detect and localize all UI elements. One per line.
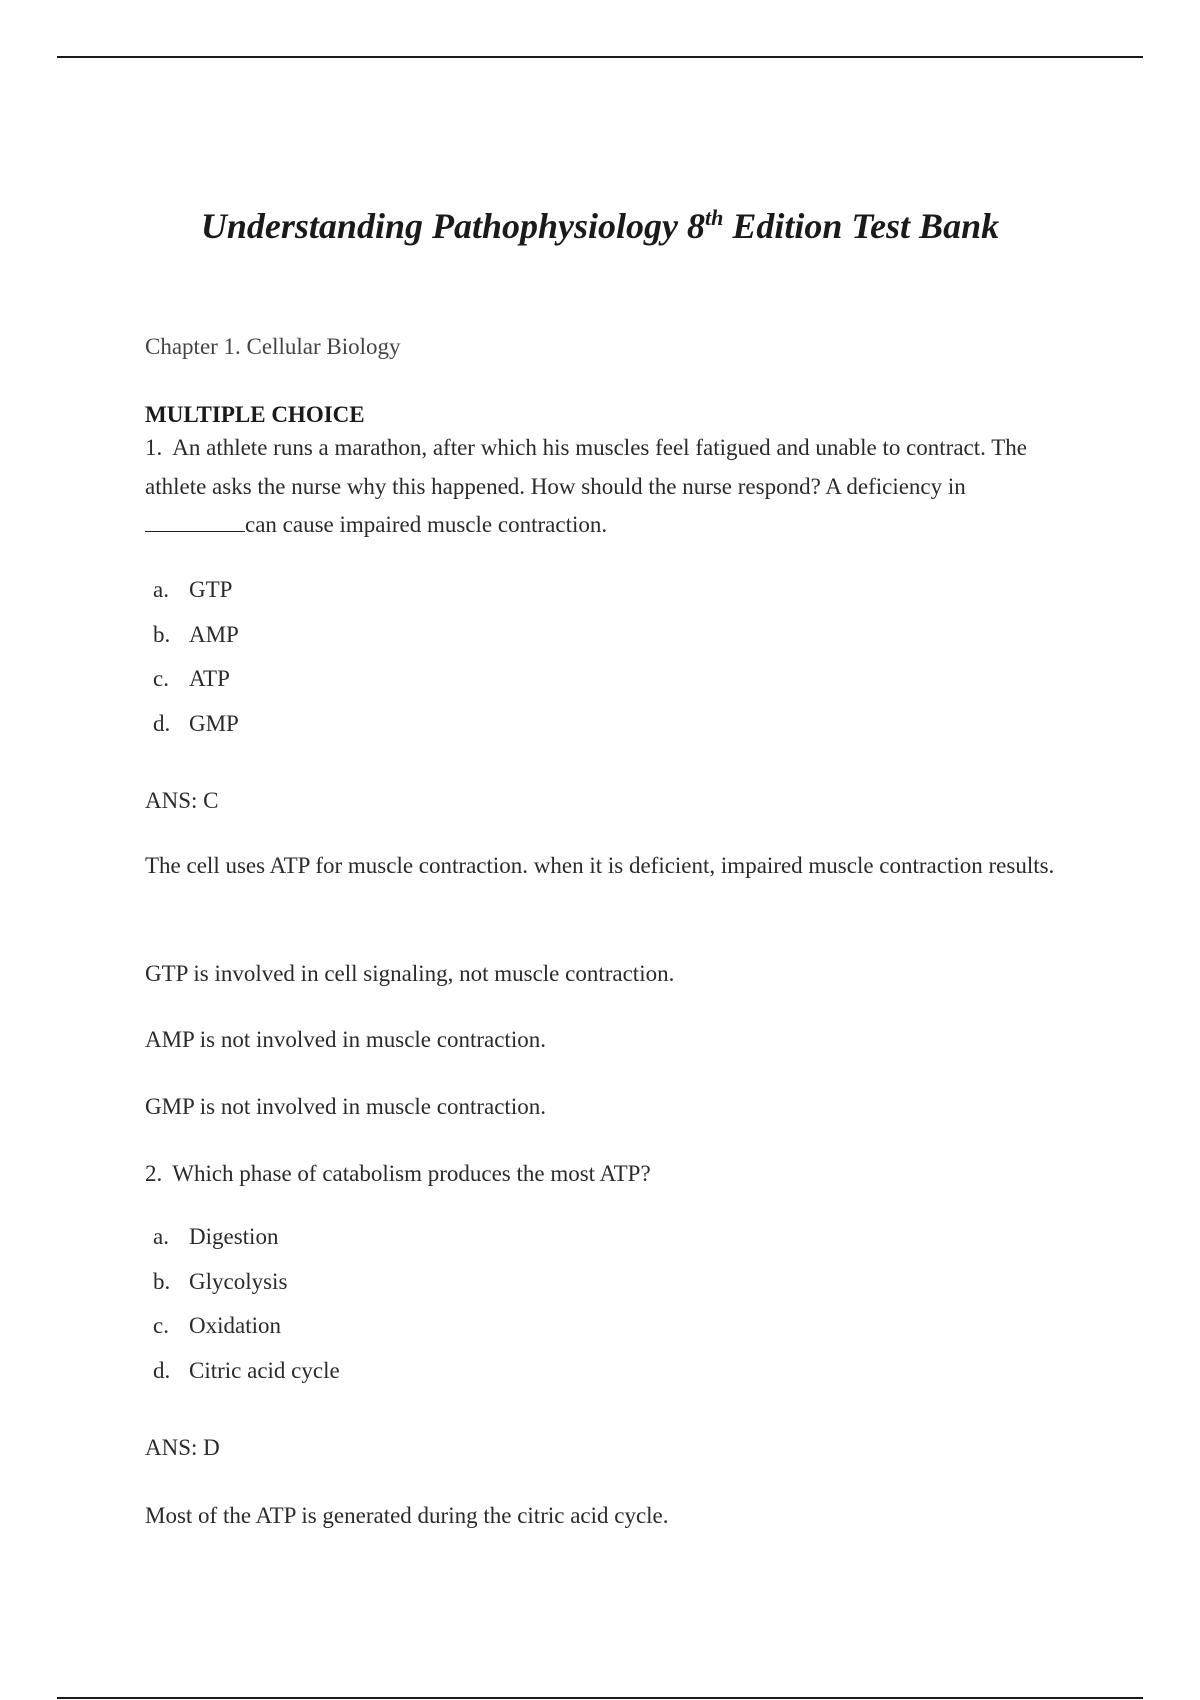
option-letter: d. — [153, 1358, 171, 1384]
rationale-paragraph: The cell uses ATP for muscle contraction. when it is deficient, impaired muscle contraction results. — [145, 853, 1055, 878]
option-text: GTP — [189, 577, 233, 602]
document-title — [0, 205, 1200, 247]
option-text: ATP — [189, 666, 230, 692]
option-item — [153, 702, 239, 747]
rationale-paragraph: Most of the ATP is generated during the citric acid cycle. — [145, 1503, 669, 1528]
title-rest: Edition Test Bank — [723, 206, 1000, 246]
option-item — [153, 1215, 340, 1260]
title-main: Understanding Pathophysiology 8 — [200, 206, 705, 246]
rationale-paragraph: GTP is involved in cell signaling, not muscle contraction. — [145, 961, 675, 986]
question-1 — [145, 429, 1090, 545]
option-letter: c. — [153, 666, 169, 692]
title-superscript: th — [704, 205, 724, 230]
question-stem-continued: can cause impaired muscle contraction. — [245, 512, 608, 537]
top-rule — [57, 56, 1143, 58]
option-item — [153, 1349, 340, 1394]
option-item — [153, 568, 239, 613]
option-text: Digestion — [189, 1224, 279, 1249]
option-item — [153, 1260, 340, 1305]
option-letter: b. — [153, 621, 171, 647]
section-heading: MULTIPLE CHOICE — [145, 402, 365, 427]
fill-in-blank — [145, 511, 245, 532]
chapter-heading: Chapter 1. Cellular Biology — [145, 334, 401, 359]
option-text: AMP — [189, 621, 239, 647]
option-item — [153, 1304, 340, 1349]
option-item — [153, 613, 239, 658]
question-stem: An athlete runs a marathon, after which his muscles feel fatigued and unable to contract. The athlete asks the nurse why this happened. How should the nurse respond? A deficiency in — [145, 435, 1027, 499]
options-list — [153, 1215, 340, 1394]
question-number: 2. — [145, 1161, 163, 1186]
option-letter: c. — [153, 1313, 169, 1339]
question-stem: Which phase of catabolism produces the most ATP? — [172, 1161, 651, 1186]
question-2 — [145, 1155, 1090, 1194]
options-list — [153, 568, 239, 747]
option-letter: a. — [153, 1224, 169, 1249]
option-item — [153, 657, 239, 702]
option-letter: a. — [153, 577, 169, 602]
answer-key: ANS: D — [145, 1435, 220, 1460]
option-text: Oxidation — [189, 1313, 281, 1339]
bottom-rule — [57, 1697, 1143, 1699]
option-letter: d. — [153, 711, 171, 737]
option-text: Citric acid cycle — [189, 1358, 340, 1384]
option-letter: b. — [153, 1268, 171, 1294]
question-number: 1. — [145, 435, 163, 460]
rationale-paragraph: AMP is not involved in muscle contraction. — [145, 1027, 546, 1052]
answer-key: ANS: C — [145, 788, 219, 813]
rationale-paragraph: GMP is not involved in muscle contraction. — [145, 1094, 546, 1119]
option-text: Glycolysis — [189, 1268, 288, 1294]
option-text: GMP — [189, 711, 239, 737]
